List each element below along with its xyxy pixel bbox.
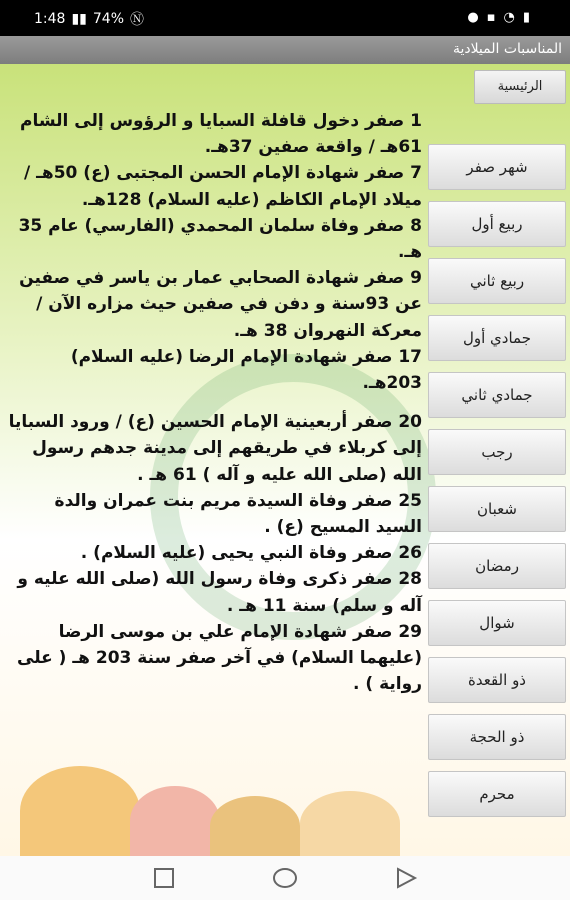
event-item: 9 صفر شهادة الصحابي عمار بن ياسر في صفين عن 93سنة و دفن في صفين حيث مزاره الآن / معركة النهروان 38 هـ. — [19, 268, 422, 341]
month-button-dhul-qadah[interactable]: ذو القعدة — [428, 657, 566, 703]
month-button-ramadan[interactable]: رمضان — [428, 543, 566, 589]
event-item: 29 صفر شهادة الإمام علي بن موسى الرضا (عليهما السلام) في آخر صفر سنة 203 هـ ( على رواية ) . — [17, 621, 422, 695]
event-item: 8 صفر وفاة سلمان المحمدي (الفارسي) عام 35 هـ. — [18, 215, 422, 263]
home-nav-icon[interactable] — [272, 866, 298, 894]
content-area — [0, 64, 570, 856]
event-item: 7 صفر شهادة الإمام الحسن المجتبى (ع) 50هـ / ميلاد الإمام الكاظم (عليه السلام) 128هـ. — [23, 163, 422, 210]
event-item: 1 صفر دخول قافلة السبايا و الرؤوس إلى الشام 61هـ / واقعة صفين 37هـ. — [19, 111, 422, 158]
back-icon[interactable] — [394, 866, 418, 894]
signal-icon: ▮▮ — [71, 11, 87, 27]
event-item: 25 صفر وفاة السيدة مريم بنت عمران والدة السيد المسيح (ع) . — [54, 490, 422, 538]
messenger-icon: ● — [467, 10, 479, 25]
dome-decoration — [300, 791, 400, 856]
notification-icon: ▪ — [486, 10, 496, 25]
recents-icon[interactable] — [152, 866, 176, 894]
month-button-muharram[interactable]: محرم — [428, 771, 566, 817]
dome-decoration — [20, 766, 140, 856]
event-item: 28 صفر ذكرى وفاة رسول الله (صلى الله عليه و آله و سلم) سنة 11 هـ . — [17, 569, 422, 616]
dome-decoration — [130, 786, 220, 856]
navigation-bar — [0, 856, 570, 900]
wifi-icon: ◔ — [503, 10, 515, 25]
status-time: 1:48 — [34, 11, 66, 27]
month-list — [428, 144, 566, 828]
home-button[interactable]: الرئيسية — [474, 70, 566, 104]
month-button-dhul-hijjah[interactable]: ذو الحجة — [428, 714, 566, 760]
month-button-rabi-awwal[interactable]: ربيع أول — [428, 201, 566, 247]
month-button-jumada-thani[interactable]: جمادي ثاني — [428, 372, 566, 418]
month-button-shawwal[interactable]: شوال — [428, 600, 566, 646]
event-item: 26 صفر وفاة النبي يحيى (عليه السلام) . — [80, 543, 422, 564]
event-item: 20 صفر أربعينية الإمام الحسين (ع) / ورود السبايا إلى كربلاء في طريقهم إلى مدينة جدهم رسول الله (صلى الله عليه و آله ) 61 هـ . — [8, 412, 422, 485]
page-title: المناسبات الميلادية — [452, 41, 562, 57]
month-button-safar[interactable]: شهر صفر — [428, 144, 566, 190]
dome-decoration — [210, 796, 300, 856]
month-button-rajab[interactable]: رجب — [428, 429, 566, 475]
battery-text: 74% — [92, 11, 124, 27]
month-button-rabi-thani[interactable]: ربيع ثاني — [428, 258, 566, 304]
status-bar — [0, 0, 570, 36]
nfc-icon: Ⓝ — [130, 12, 144, 28]
month-button-jumada-awwal[interactable]: جمادي أول — [428, 315, 566, 361]
event-item: 17 صفر شهادة الإمام الرضا (عليه السلام) 203هـ. — [70, 346, 422, 394]
events-text — [8, 108, 422, 697]
battery-icon: ▮ — [522, 10, 530, 25]
title-bar — [0, 36, 570, 64]
month-button-shaban[interactable]: شعبان — [428, 486, 566, 532]
